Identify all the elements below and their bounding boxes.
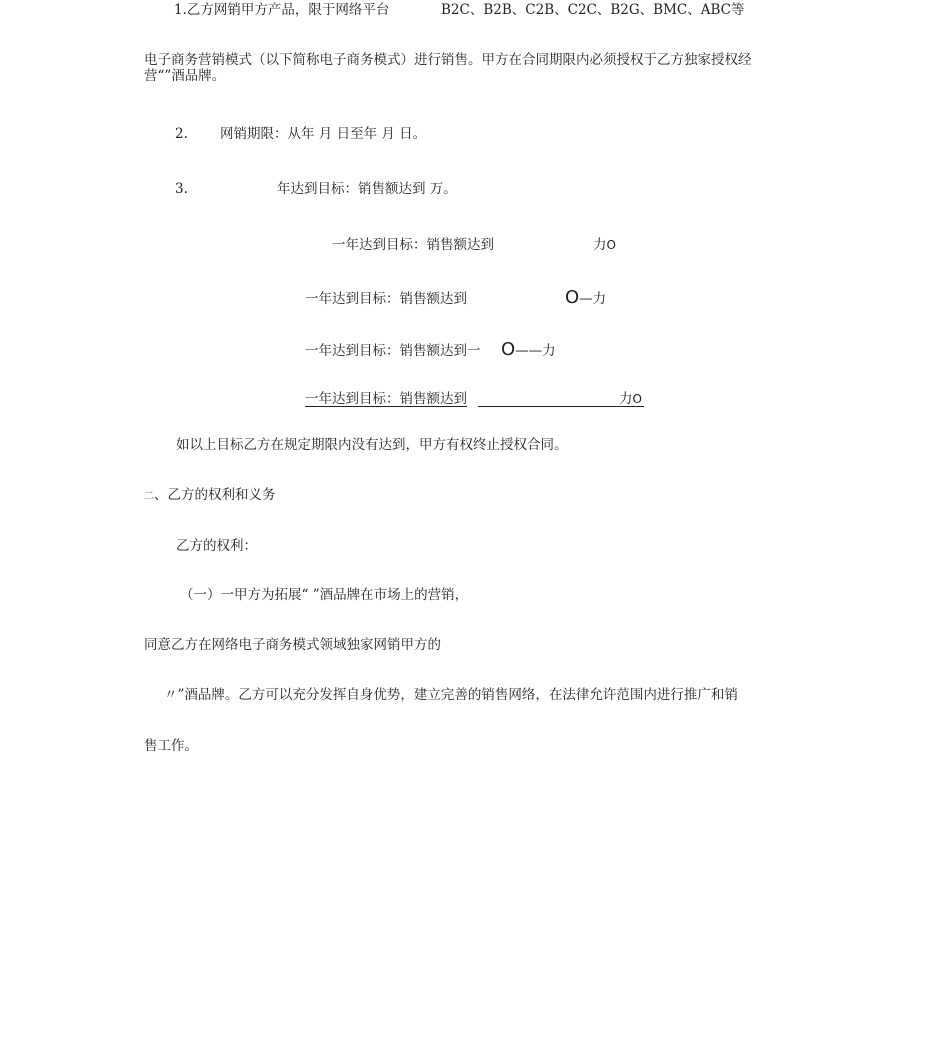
item1-continuation-line2: 营“”酒品牌。 <box>144 68 226 84</box>
target-line-1: 一年达到目标：销售额达到 <box>332 237 494 253</box>
item1-lead: 1.乙方网销甲方产品，限于网络平台 <box>174 2 390 18</box>
target-line-3: 一年达到目标：销售额达到一 <box>305 343 481 359</box>
target-line-2: 一年达到目标：销售额达到 <box>305 291 467 307</box>
target-line-1-tail: 力O <box>593 237 616 253</box>
section2-number: 二 <box>144 491 154 502</box>
target-line-4-tail: 力O <box>619 391 642 407</box>
right1-line3: 〃”酒品牌。乙方可以充分发挥自身优势，建立完善的销售网络，在法律允许范围内进行推广和销 <box>164 687 738 703</box>
item1-continuation-line1: 电子商务营销模式（以下简称电子商务模式）进行销售。甲方在合同期限内必须授权于乙方独家授权经 <box>144 52 752 68</box>
item3-number: 3. <box>175 181 188 197</box>
target-line-2-tail: O—力 <box>565 287 607 308</box>
right1-line4: 售工作。 <box>144 738 198 754</box>
item3-target-text: 年达到目标：销售额达到 万。 <box>277 181 457 197</box>
item2-number: 2. <box>175 126 188 142</box>
termination-clause: 如以上目标乙方在规定期限内没有达到，甲方有权终止授权合同。 <box>176 437 568 453</box>
item1-platforms: B2C、B2B、C2B、C2C、B2G、BMC、ABC等 <box>441 2 745 18</box>
right1-line2: 同意乙方在网络电子商务模式领域独家网销甲方的 <box>144 637 441 653</box>
rights-heading: 乙方的权利： <box>176 538 257 554</box>
item2-term-text: 网销期限：从年 月 日至年 月 日。 <box>220 126 427 142</box>
target-line-4: 一年达到目标：销售额达到 <box>305 391 467 407</box>
section2-title: 、乙方的权利和义务 <box>154 487 276 503</box>
section2-heading <box>144 488 276 504</box>
right1-line1: （一）一甲方为拓展“ ”酒品牌在市场上的营销， <box>180 587 469 603</box>
target-line-3-tail: O——力 <box>501 339 556 360</box>
